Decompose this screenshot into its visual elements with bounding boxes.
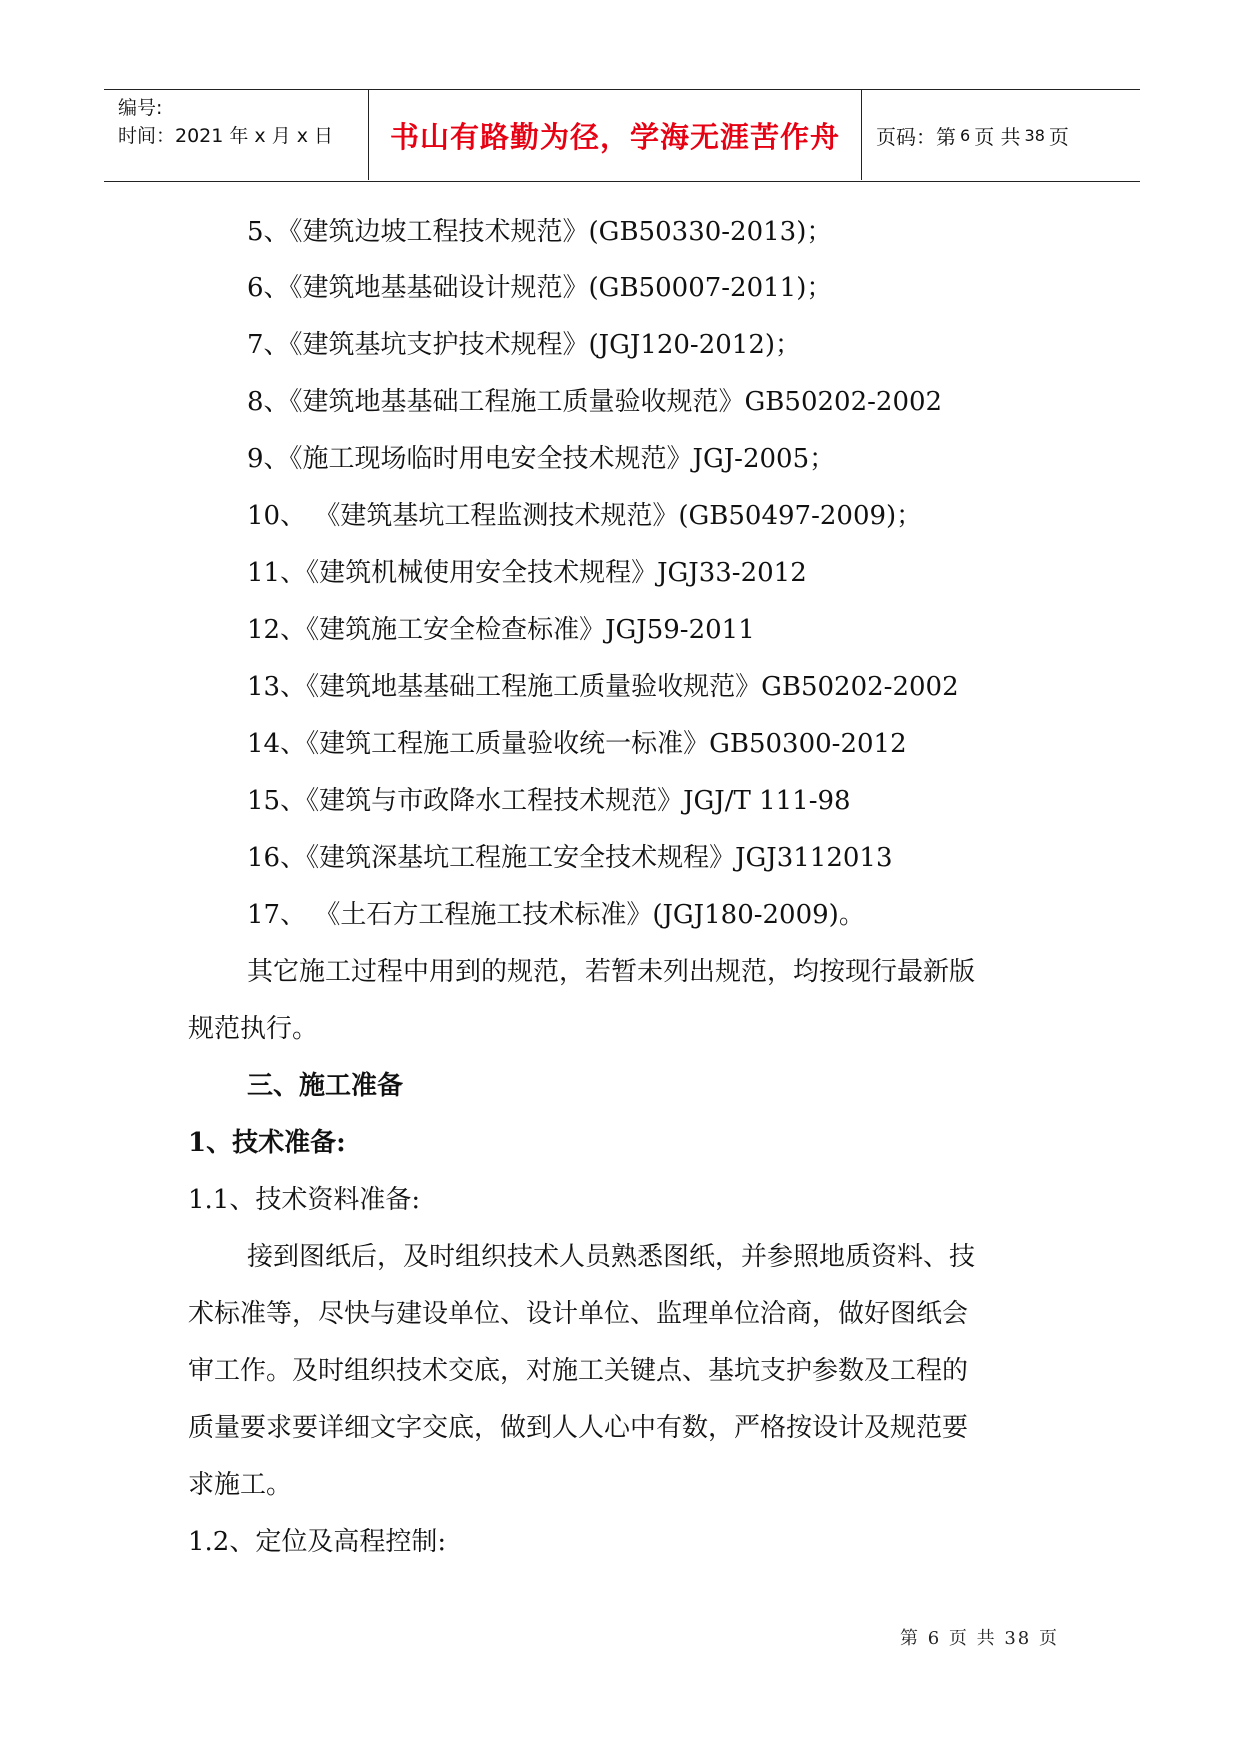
- ref-item: 9、《施工现场临时用电安全技术规范》JGJ-2005；: [247, 444, 836, 474]
- subsection-heading: 1.1、技术资料准备:: [188, 1185, 421, 1215]
- paragraph-line: 审工作。及时组织技术交底，对施工关键点、基坑支护参数及工程的: [188, 1356, 969, 1386]
- ref-item: 11、《建筑机械使用安全技术规程》JGJ33-2012: [247, 558, 807, 588]
- paragraph-line: 求施工。: [188, 1470, 293, 1500]
- ref-item: 17、 《土石方工程施工技术标准》(JGJ180-2009)。: [247, 900, 865, 930]
- paragraph-line: 规范执行。: [188, 1014, 319, 1044]
- paragraph-line: 其它施工过程中用到的规范，若暂未列出规范，均按现行最新版: [247, 957, 976, 987]
- doc-number-label: 编号:: [118, 97, 163, 119]
- header-motto-cell: [368, 90, 862, 180]
- page-footer: 第 6 页 共 38 页: [900, 1628, 1059, 1649]
- subsection-heading: 1.2、定位及高程控制:: [188, 1527, 447, 1557]
- page-suffix: 页: [1048, 124, 1069, 149]
- ref-item: 14、《建筑工程施工质量验收统一标准》GB50300-2012: [247, 729, 907, 759]
- page-current: 6: [960, 125, 971, 145]
- ref-item: 12、《建筑施工安全检查标准》JGJ59-2011: [247, 615, 755, 645]
- ref-item: 15、《建筑与市政降水工程技术规范》JGJ/T 111-98: [247, 786, 851, 816]
- paragraph-line: 质量要求要详细文字交底，做到人人心中有数，严格按设计及规范要: [188, 1413, 969, 1443]
- paragraph-line: 接到图纸后，及时组织技术人员熟悉图纸，并参照地质资料、技: [247, 1242, 976, 1272]
- subsection-heading: 1、技术准备:: [188, 1128, 346, 1158]
- page-prefix: 页码：第: [876, 124, 956, 149]
- page-header: [104, 89, 1140, 182]
- ref-item: 16、《建筑深基坑工程施工安全技术规程》JGJ3112013: [247, 843, 893, 873]
- header-page-info: [876, 90, 1069, 180]
- doc-time-label: 时间：2021 年 x 月 x 日: [118, 125, 334, 147]
- paragraph-line: 术标准等，尽快与建设单位、设计单位、监理单位洽商，做好图纸会: [188, 1299, 969, 1329]
- ref-item: 5、《建筑边坡工程技术规范》(GB50330-2013)；: [247, 217, 833, 247]
- header-meta: [118, 94, 333, 150]
- ref-item: 8、《建筑地基基础工程施工质量验收规范》GB50202-2002: [247, 387, 943, 417]
- page-total: 38: [1024, 125, 1045, 145]
- ref-item: 13、《建筑地基基础工程施工质量验收规范》GB50202-2002: [247, 672, 959, 702]
- section-heading: 三、施工准备: [247, 1071, 404, 1101]
- ref-item: 7、《建筑基坑支护技术规程》(JGJ120-2012)；: [247, 330, 802, 360]
- ref-item: 10、 《建筑基坑工程监测技术规范》(GB50497-2009)；: [247, 501, 923, 531]
- header-motto: 书山有路勤为径，学海无涯苦作舟: [389, 119, 840, 154]
- page-middle: 页 共: [974, 124, 1021, 149]
- ref-item: 6、《建筑地基基础设计规范》(GB50007-2011)；: [247, 273, 833, 303]
